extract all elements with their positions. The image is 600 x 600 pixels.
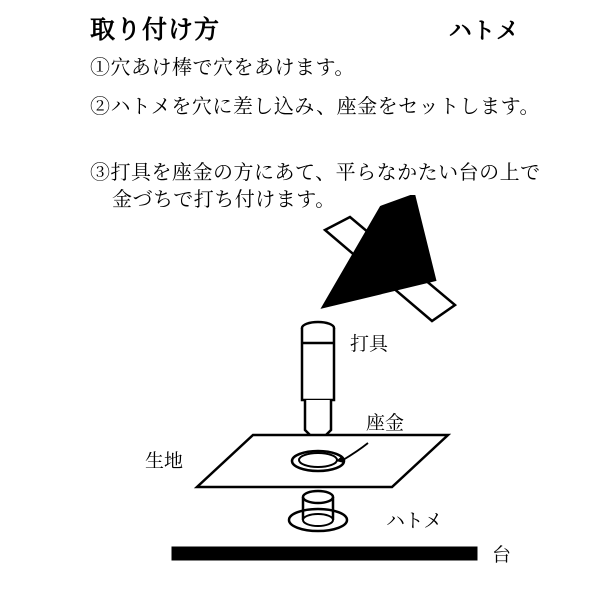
header xyxy=(90,10,520,46)
step-text-continued: 金づちで打ち付けます。 xyxy=(112,189,336,211)
step-text: ②ハトメを穴に差し込み、座金をセットします。 xyxy=(90,96,540,118)
label-fabric: 生地 xyxy=(145,451,184,472)
fabric-sheet-shape xyxy=(197,435,448,487)
base-bar-shape xyxy=(172,547,477,560)
step-text: ①穴あけ棒で穴をあけます。 xyxy=(90,57,355,79)
eyelet-shape xyxy=(289,491,347,531)
step-text: ③打具を座金の方にあて、平らなかたい台の上で xyxy=(90,162,541,184)
page-title: 取り付け方 xyxy=(90,16,221,44)
assembly-diagram xyxy=(0,195,600,595)
label-washer: 座金 xyxy=(366,413,405,434)
product-name: ハトメ xyxy=(448,17,520,43)
list-item xyxy=(90,94,550,121)
label-tool: 打具 xyxy=(350,334,389,355)
list-item xyxy=(90,55,550,82)
label-eyelet: ハトメ xyxy=(386,511,443,532)
setting-tool-shape xyxy=(302,322,334,443)
label-base: 台 xyxy=(492,545,512,566)
